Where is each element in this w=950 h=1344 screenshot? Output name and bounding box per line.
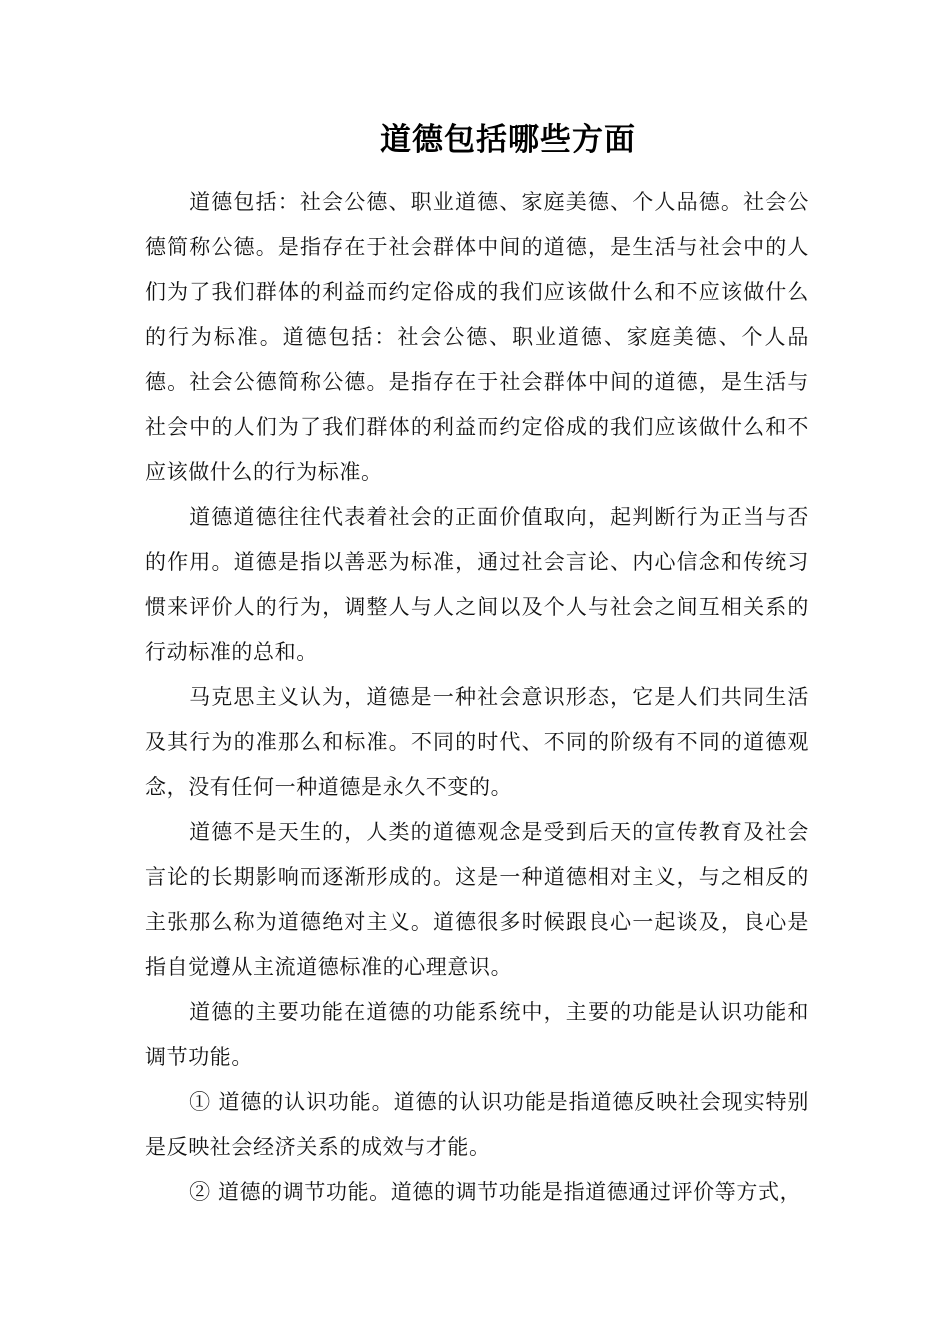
paragraph: ① 道德的认识功能。道德的认识功能是指道德反映社会现实特别是反映社会经济关系的成效与才能。 — [145, 1090, 809, 1159]
paragraph: 马克思主义认为，道德是一种社会意识形态，它是人们共同生活及其行为的准那么和标准。不同的时代、不同的阶级有不同的道德观念，没有任何一种道德是永久不变的。 — [145, 685, 809, 799]
paragraph: 道德道德往往代表着社会的正面价值取向，起判断行为正当与否的作用。道德是指以善恶为标准，通过社会言论、内心信念和传统习惯来评价人的行为，调整人与人之间以及个人与社会之间互相关系的行动标准的总和。 — [145, 505, 809, 664]
document-title: 道德包括哪些方面 — [380, 122, 636, 158]
paragraph: ② 道德的调节功能。道德的调节功能是指道德通过评价等方式， — [189, 1180, 802, 1204]
document-body — [145, 180, 809, 1215]
paragraph: 道德的主要功能在道德的功能系统中，主要的功能是认识功能和调节功能。 — [145, 1000, 809, 1069]
paragraph: 道德包括：社会公德、职业道德、家庭美德、个人品德。社会公德简称公德。是指存在于社会群体中间的道德，是生活与社会中的人们为了我们群体的利益而约定俗成的我们应该做什么和不应该做什么的行为标准。道德包括：社会公德、职业道德、家庭美德、个人品德。社会公德简称公德。是指存在于社会群体中间的道德，是生活与社会中的人们为了我们群体的利益而约定俗成的我们应该做什么和不应该做什么的行为标准。 — [145, 190, 809, 484]
paragraph: 道德不是天生的，人类的道德观念是受到后天的宣传教育及社会言论的长期影响而逐渐形成的。这是一种道德相对主义，与之相反的主张那么称为道德绝对主义。道德很多时候跟良心一起谈及，良心是指自觉遵从主流道德标准的心理意识。 — [145, 820, 809, 979]
